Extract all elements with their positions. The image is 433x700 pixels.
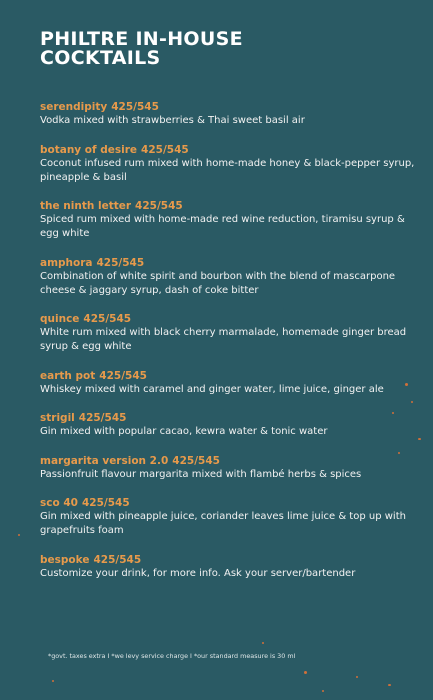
menu-item	[40, 496, 420, 538]
item-header	[40, 454, 420, 468]
item-description: Whiskey mixed with caramel and ginger water, lime juice, ginger ale	[40, 383, 384, 395]
item-header	[40, 199, 420, 213]
item-name: amphora	[40, 256, 93, 269]
item-description: Combination of white spirit and bourbon with the blend of mascarpone cheese & jaggary syrup, dash of coke bitter	[40, 270, 396, 296]
page-title	[40, 30, 243, 68]
item-header	[40, 143, 420, 157]
paint-speck	[356, 676, 358, 678]
footer-note: *govt. taxes extra I *we levy service charge I *our standard measure is 30 ml	[48, 652, 296, 660]
item-header	[40, 369, 420, 383]
paint-speck	[392, 412, 394, 414]
paint-speck	[411, 401, 413, 403]
title-line-1: PHILTRE IN-HOUSE	[40, 28, 243, 50]
item-name: margarita version 2.0	[40, 454, 169, 467]
item-price: 425/545	[135, 200, 183, 212]
item-description: Coconut infused rum mixed with home-made honey & black-pepper syrup, pineapple & basil	[40, 157, 415, 183]
item-description: Gin mixed with pineapple juice, coriander leaves lime juice & top up with grapefruits foam	[40, 511, 406, 536]
menu-item	[40, 143, 420, 185]
title-line-2: COCKTAILS	[40, 47, 161, 69]
item-name: quince	[40, 313, 80, 325]
item-price: 425/545	[96, 256, 145, 269]
paint-speck	[398, 452, 400, 454]
cocktail-list	[40, 100, 420, 595]
item-description: White rum mixed with black cherry marmalade, homemade ginger bread syrup & egg white	[40, 327, 407, 352]
item-name: the ninth letter	[40, 200, 132, 212]
item-header	[40, 496, 420, 510]
item-header	[40, 411, 420, 425]
item-price: 425/545	[81, 497, 130, 509]
paint-speck	[262, 642, 264, 644]
item-description: Vodka mixed with strawberries & Thai sweet basil air	[40, 115, 305, 126]
item-header	[40, 553, 420, 567]
menu-item	[40, 100, 420, 128]
item-name: earth pot	[40, 369, 96, 382]
item-description: Passionfruit flavour margarita mixed with flambé herbs & spices	[40, 468, 362, 480]
item-price: 425/545	[172, 454, 220, 467]
item-description: Customize your drink, for more info. Ask your server/bartender	[40, 567, 356, 579]
item-header	[40, 312, 420, 326]
item-price: 425/545	[93, 553, 142, 566]
paint-speck	[418, 438, 421, 440]
item-description: Spiced rum mixed with home-made red wine reduction, tiramisu syrup & egg white	[40, 214, 405, 239]
paint-speck	[322, 690, 324, 692]
item-price: 425/545	[83, 313, 132, 325]
paint-speck	[304, 671, 307, 674]
paint-speck	[18, 534, 20, 536]
item-name: sco 40	[40, 497, 78, 509]
item-price: 425/545	[141, 143, 189, 156]
item-name: serendipity	[40, 101, 108, 113]
item-header	[40, 256, 420, 270]
item-price: 425/545	[78, 412, 127, 424]
menu-item	[40, 199, 420, 241]
item-header	[40, 100, 420, 114]
menu-item	[40, 553, 420, 581]
item-name: strigil	[40, 412, 75, 424]
menu-item	[40, 411, 420, 439]
item-price: 425/545	[99, 369, 147, 382]
paint-speck	[405, 383, 408, 386]
paint-speck	[52, 680, 54, 682]
menu-item	[40, 312, 420, 354]
menu-item	[40, 369, 420, 397]
menu-item	[40, 454, 420, 482]
paint-speck	[388, 684, 391, 686]
item-description: Gin mixed with popular cacao, kewra water & tonic water	[40, 426, 328, 437]
item-name: botany of desire	[40, 143, 138, 156]
item-name: bespoke	[40, 553, 90, 566]
item-price: 425/545	[111, 101, 159, 113]
menu-item	[40, 256, 420, 298]
